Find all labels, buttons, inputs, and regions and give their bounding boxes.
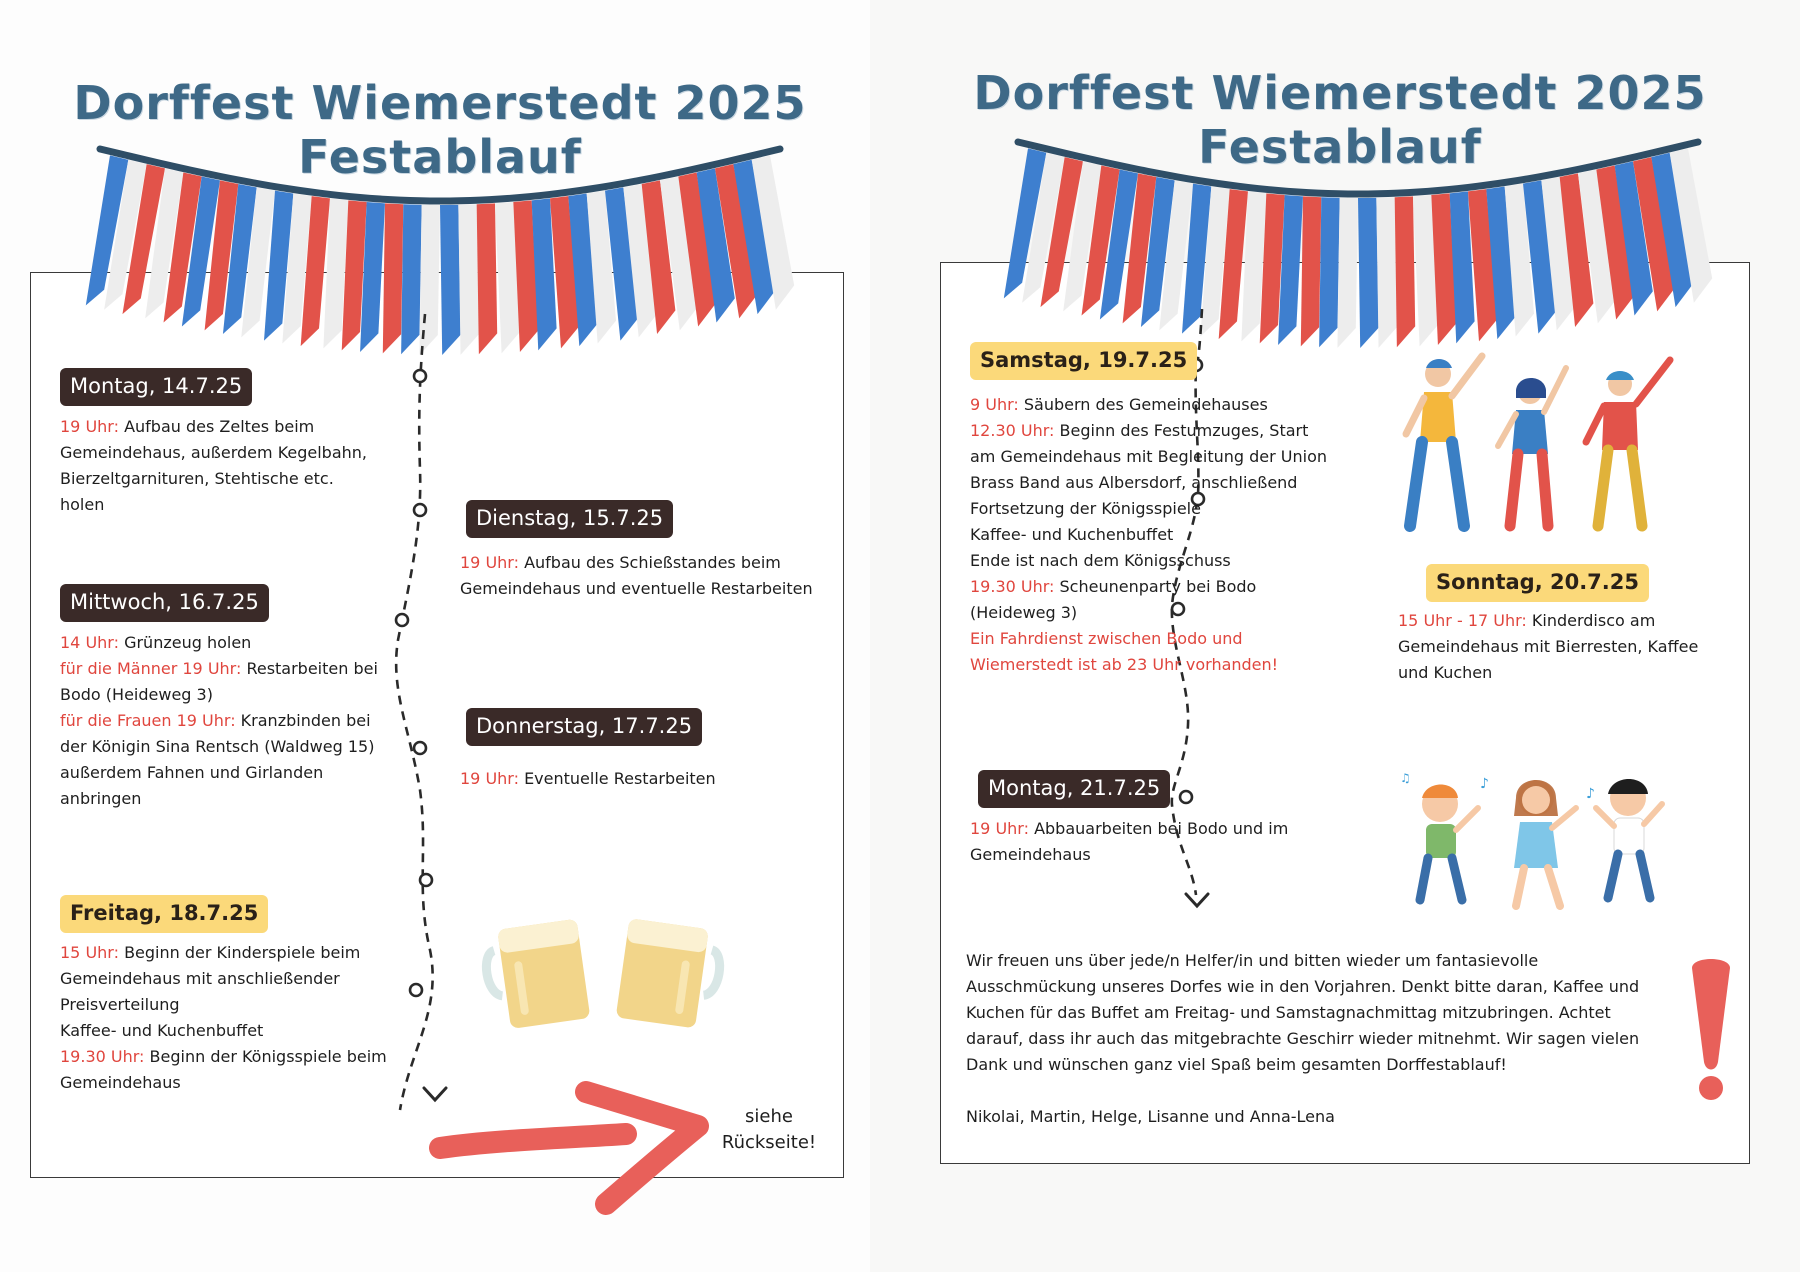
- closing-line: Wir freuen uns über jede/n Helfer/in und bitten wieder um fantasievolle: [966, 951, 1539, 970]
- schedule-line: [60, 656, 410, 682]
- schedule-line: [460, 766, 840, 792]
- schedule-time: für die Männer 19 Uhr:: [60, 659, 242, 678]
- schedule-line: [60, 682, 410, 708]
- schedule-text: Kranzbinden bei: [235, 711, 371, 730]
- schedule-time: 19 Uhr:: [460, 553, 519, 572]
- schedule-time: für die Frauen 19 Uhr:: [60, 711, 236, 730]
- schedule-line: [970, 816, 1330, 842]
- schedule-text: Beginn der Königsspiele beim: [144, 1047, 387, 1066]
- schedule-line: [60, 492, 420, 518]
- schedule-text: anbringen: [60, 789, 142, 808]
- flyer-page-left: [0, 0, 870, 1272]
- schedule-line: [970, 574, 1340, 600]
- schedule-text: Bodo (Heideweg 3): [60, 685, 213, 704]
- day-entry-freitag: [60, 940, 410, 1096]
- schedule-line: [60, 466, 420, 492]
- bunting-flag: [458, 204, 479, 355]
- schedule-text: Ende ist nach dem Königsschuss: [970, 551, 1231, 570]
- day-badge-montag-2: Montag, 21.7.25: [978, 770, 1170, 808]
- svg-text:♫: ♫: [1400, 771, 1411, 785]
- schedule-text: am Gemeindehaus mit Begleitung der Union: [970, 447, 1328, 466]
- schedule-line: [970, 842, 1330, 868]
- schedule-time: 15 Uhr - 17 Uhr:: [1398, 611, 1527, 630]
- schedule-line: [970, 418, 1340, 444]
- day-entry-mittwoch: [60, 630, 410, 812]
- schedule-text: Kinderdisco am: [1526, 611, 1656, 630]
- day-entry-dienstag: [460, 550, 840, 602]
- day-entry-montag-2: [970, 816, 1330, 868]
- day-badge-mittwoch: Mittwoch, 16.7.25: [60, 584, 269, 622]
- schedule-text: Aufbau des Zeltes beim: [118, 417, 315, 436]
- day-badge-dienstag: Dienstag, 15.7.25: [466, 500, 673, 538]
- day-badge-samstag: Samstag, 19.7.25: [970, 342, 1197, 380]
- svg-text:♪: ♪: [1586, 786, 1595, 802]
- schedule-line: [970, 548, 1340, 574]
- schedule-time: 19 Uhr:: [60, 417, 119, 436]
- title-line-1: Dorffest Wiemerstedt 2025: [973, 66, 1707, 120]
- schedule-text: Abbauarbeiten bei Bodo und im: [1028, 819, 1289, 838]
- schedule-text: Gemeindehaus mit anschließender: [60, 969, 340, 988]
- schedule-text: Beginn der Kinderspiele beim: [118, 943, 361, 962]
- schedule-text: Beginn des Festumzuges, Start: [1054, 421, 1309, 440]
- schedule-line: [60, 786, 410, 812]
- closing-line: Kuchen für das Buffet am Freitag- und Samstagnachmittag mitzubringen. Achtet: [966, 1003, 1611, 1022]
- schedule-text: Kaffee- und Kuchenbuffet: [60, 1021, 264, 1040]
- title-line-1: Dorffest Wiemerstedt 2025: [73, 76, 807, 130]
- schedule-line: [60, 440, 420, 466]
- title-line-2: Festablauf: [298, 130, 582, 184]
- schedule-line: [1398, 660, 1738, 686]
- day-entry-sonntag: [1398, 608, 1738, 686]
- schedule-line: [60, 966, 410, 992]
- bunting-flag: [477, 203, 498, 354]
- flyer-page-right: [870, 0, 1800, 1272]
- see-backside-line-2: Rückseite!: [721, 1132, 817, 1153]
- bunting-flag: [1358, 198, 1379, 348]
- svg-text:♪: ♪: [1480, 776, 1489, 792]
- schedule-text: Eventuelle Restarbeiten: [518, 769, 716, 788]
- schedule-line: [60, 940, 410, 966]
- schedule-time: 19.30 Uhr:: [970, 577, 1055, 596]
- schedule-text: der Königin Sina Rentsch (Waldweg 15): [60, 737, 375, 756]
- schedule-time: 19 Uhr:: [460, 769, 519, 788]
- schedule-text: holen: [60, 495, 105, 514]
- schedule-line: [970, 522, 1340, 548]
- see-backside-note: [714, 1104, 824, 1156]
- day-badge-freitag: Freitag, 18.7.25: [60, 895, 268, 933]
- schedule-time: 9 Uhr:: [970, 395, 1019, 414]
- schedule-line: [970, 444, 1340, 470]
- beer-mugs-cheers-icon: [490, 905, 720, 1035]
- red-arrow-icon: [436, 1082, 706, 1212]
- day-badge-sonntag: Sonntag, 20.7.25: [1426, 564, 1649, 602]
- closing-line: Ausschmückung unseres Dorfes wie in den Vorjahren. Denkt bitte daran, Kaffee und: [966, 977, 1640, 996]
- signature: Nikolai, Martin, Helge, Lisanne und Anna-Lena: [966, 1107, 1335, 1126]
- schedule-text: und Kuchen: [1398, 663, 1493, 682]
- schedule-time: 19.30 Uhr:: [60, 1047, 145, 1066]
- schedule-line: [60, 630, 410, 656]
- schedule-line: [60, 760, 410, 786]
- schedule-time: Wiemerstedt ist ab 23 Uhr vorhanden!: [970, 655, 1279, 674]
- schedule-line: [60, 414, 420, 440]
- schedule-text: Gemeindehaus, außerdem Kegelbahn,: [60, 443, 367, 462]
- bunting-garland-icon: [1018, 138, 1698, 353]
- schedule-line: [970, 652, 1340, 678]
- schedule-line: [970, 496, 1340, 522]
- schedule-line: [60, 734, 410, 760]
- schedule-time: 14 Uhr:: [60, 633, 119, 652]
- dancing-adults-illustration: [1390, 350, 1690, 540]
- see-backside-line-1: siehe: [745, 1106, 793, 1127]
- bunting-flag: [1319, 197, 1340, 347]
- schedule-line: [970, 470, 1340, 496]
- schedule-line: [60, 1044, 410, 1070]
- schedule-text: Bierzeltgarnituren, Stehtische etc.: [60, 469, 334, 488]
- schedule-line: [60, 1070, 410, 1096]
- schedule-line: [1398, 608, 1738, 634]
- dancing-kids-illustration: [1400, 768, 1670, 918]
- schedule-text: Scheunenparty bei Bodo: [1054, 577, 1257, 596]
- day-badge-donnerstag: Donnerstag, 17.7.25: [466, 708, 702, 746]
- schedule-line: [460, 550, 840, 576]
- schedule-time: 19 Uhr:: [970, 819, 1029, 838]
- schedule-line: [970, 392, 1340, 418]
- schedule-text: außerdem Fahnen und Girlanden: [60, 763, 324, 782]
- schedule-line: [970, 626, 1340, 652]
- schedule-line: [60, 992, 410, 1018]
- bunting-flag: [1376, 197, 1397, 348]
- bunting-flag: [1301, 196, 1322, 346]
- schedule-text: (Heideweg 3): [970, 603, 1078, 622]
- schedule-line: [60, 1018, 410, 1044]
- schedule-text: Restarbeiten bei: [241, 659, 378, 678]
- schedule-text: Preisverteilung: [60, 995, 180, 1014]
- bunting-flag: [1395, 196, 1416, 347]
- schedule-text: Gemeindehaus: [970, 845, 1091, 864]
- closing-line: Dank und wünschen ganz viel Spaß beim gesamten Dorffestablauf!: [966, 1055, 1507, 1074]
- schedule-text: Gemeindehaus: [60, 1073, 181, 1092]
- schedule-text: Säubern des Gemeindehauses: [1018, 395, 1268, 414]
- schedule-text: Fortsetzung der Königsspiele: [970, 499, 1201, 518]
- schedule-time: 15 Uhr:: [60, 943, 119, 962]
- day-entry-donnerstag: [460, 766, 840, 792]
- schedule-time: 12.30 Uhr:: [970, 421, 1055, 440]
- schedule-text: Kaffee- und Kuchenbuffet: [970, 525, 1174, 544]
- timeline-arrow-head-icon: [1182, 888, 1212, 912]
- schedule-text: Brass Band aus Albersdorf, anschließend: [970, 473, 1298, 492]
- schedule-text: Aufbau des Schießstandes beim: [518, 553, 781, 572]
- schedule-text: Grünzeug holen: [118, 633, 252, 652]
- title-line-2: Festablauf: [1198, 120, 1482, 174]
- bunting-flag: [1337, 198, 1358, 348]
- schedule-time: Ein Fahrdienst zwischen Bodo und: [970, 629, 1243, 648]
- schedule-line: [1398, 634, 1738, 660]
- schedule-line: [460, 576, 840, 602]
- schedule-line: [60, 708, 410, 734]
- day-entry-montag: [60, 414, 420, 518]
- schedule-line: [970, 600, 1340, 626]
- closing-line: darauf, dass ihr auch das mitgebrachte Geschirr wieder mitnehmt. Wir sagen vielen: [966, 1029, 1640, 1048]
- exclamation-mark-icon: [1684, 954, 1738, 1104]
- day-entry-samstag: [970, 392, 1340, 678]
- schedule-text: Gemeindehaus mit Bierresten, Kaffee: [1398, 637, 1699, 656]
- day-badge-montag: Montag, 14.7.25: [60, 368, 252, 406]
- schedule-text: Gemeindehaus und eventuelle Restarbeiten: [460, 579, 813, 598]
- closing-message: [966, 948, 1666, 1078]
